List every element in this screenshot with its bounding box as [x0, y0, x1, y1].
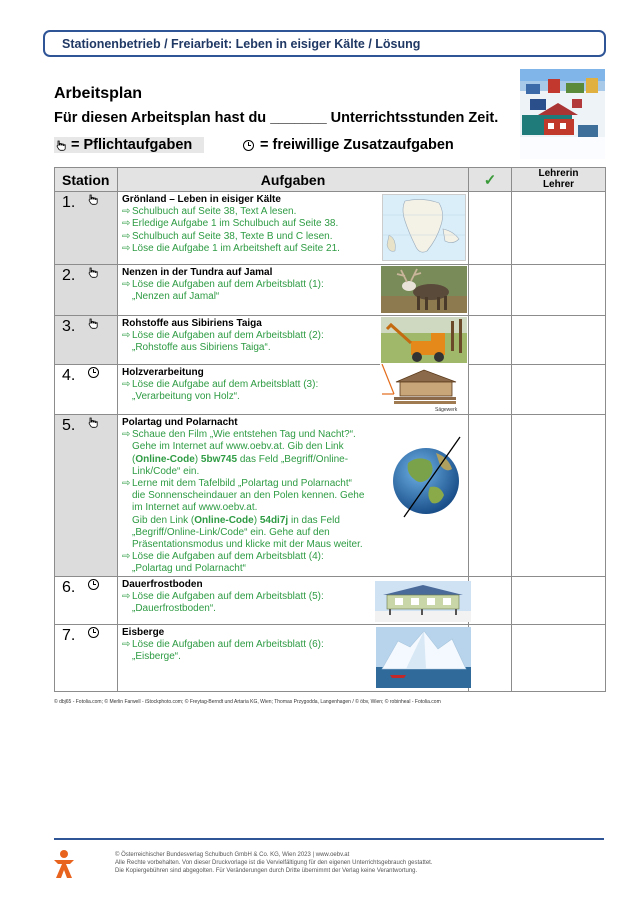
- footer-disclaimer: Die Kopiergebühren sind abgegolten. Für Veränderungen durch Dritte übernimmt der Verlag keine Verantwortung.: [115, 868, 418, 874]
- hand-icon: [88, 194, 99, 205]
- check-cell[interactable]: [469, 415, 512, 577]
- task-line: „Begriff/Online-Link/Code“ ein. Gehe auf den: [132, 526, 330, 538]
- page-title: Arbeitsplan: [54, 85, 143, 102]
- hand-icon: [88, 318, 99, 329]
- header-teacher: [512, 168, 606, 192]
- station-cell: [55, 316, 118, 365]
- table-row: [55, 192, 606, 265]
- station-number: 6.: [62, 578, 76, 596]
- checkmark-icon: ✓: [469, 168, 512, 192]
- task-title: Eisberge: [122, 626, 165, 638]
- task-line: „Polartag und Polarnacht“: [132, 563, 246, 575]
- publisher-logo-icon: [50, 848, 78, 880]
- station-cell: [55, 192, 118, 265]
- header-tasks: Aufgaben: [118, 168, 469, 192]
- forestry-machine-icon: [381, 317, 467, 363]
- task-line: ⇨ Erledige Aufgabe 1 im Schulbuch auf Seite 38.: [122, 218, 339, 230]
- task-line: „Eisberge“.: [132, 651, 181, 663]
- table-row: [55, 576, 606, 624]
- legend-optional-label: = freiwillige Zusatzaufgaben: [260, 137, 454, 153]
- task-line: ⇨ Löse die Aufgaben auf dem Arbeitsblatt (1):: [122, 279, 324, 291]
- globe-icon: [390, 433, 470, 519]
- task-cell: [118, 576, 469, 624]
- teacher-cell[interactable]: [512, 265, 606, 316]
- task-line: ⇨ Löse die Aufgaben auf dem Arbeitsblatt (4):: [122, 551, 324, 563]
- table-row: [55, 415, 606, 577]
- map-icon: [382, 194, 466, 261]
- reindeer-icon: [381, 266, 467, 313]
- work-plan-table: [54, 167, 606, 692]
- table-row: [55, 624, 606, 691]
- footer-rights: Alle Rechte vorbehalten. Von dieser Druckvorlage ist die Vervielfältigung für den eigenen Unterrichtsgebrauch gestattet.: [115, 860, 433, 866]
- task-line: Präsentationsmodus und klicke mit der Maus weiter.: [132, 539, 363, 551]
- iceberg-icon: [376, 627, 471, 688]
- task-title: Grönland – Leben in eisiger Kälte: [122, 194, 281, 205]
- task-title: Dauerfrostboden: [122, 578, 203, 590]
- legend-mandatory: [54, 137, 204, 153]
- check-cell[interactable]: [469, 624, 512, 691]
- check-cell[interactable]: [469, 192, 512, 265]
- station-number: 4.: [62, 367, 76, 384]
- table-row: [55, 316, 606, 365]
- task-line: ⇨ Löse die Aufgabe 1 im Arbeitsheft auf Seite 21.: [122, 242, 340, 254]
- task-cell: [118, 365, 469, 415]
- check-cell[interactable]: [469, 576, 512, 624]
- task-line: ⇨ Löse die Aufgaben auf dem Arbeitsblatt (2):: [122, 330, 324, 342]
- hand-icon: [56, 140, 67, 151]
- header-box: [43, 30, 606, 57]
- table-row: [55, 365, 606, 415]
- task-cell: [118, 192, 469, 265]
- task-line: ⇨ Löse die Aufgaben auf dem Arbeitsblatt (6):: [122, 638, 324, 650]
- station-cell: [55, 415, 118, 577]
- footer-divider: [54, 838, 604, 840]
- clock-icon: [88, 579, 99, 590]
- task-title: Rohstoffe aus Sibiriens Taiga: [122, 318, 262, 329]
- task-line: ⇨ Löse die Aufgabe auf dem Arbeitsblatt (3):: [122, 379, 319, 391]
- task-line: die Sonnenscheindauer an den Polen kennen. Gehe: [132, 490, 365, 502]
- page-subtitle: Für diesen Arbeitsplan hast du _______ Unterrichtsstunden Zeit.: [54, 110, 499, 126]
- image-credits: © dbj65 - Fotolia.com; © Merlin Farwell - iStockphoto.com; © Freytag-Berndt und Artaria KG, Wien; Thomas Przygodda, Langenhagen / © öbv, Wien; © robinheal - Fotolia.com: [54, 699, 441, 705]
- task-line: ⇨ Schaue den Film „Wie entstehen Tag und Nacht?“.: [122, 429, 356, 441]
- clock-icon: [88, 627, 99, 638]
- legend-mandatory-label: = Pflichtaufgaben: [71, 137, 193, 153]
- teacher-cell[interactable]: [512, 192, 606, 265]
- station-cell: [55, 365, 118, 415]
- station-number: 2.: [62, 267, 76, 284]
- station-cell: [55, 265, 118, 316]
- task-line: „Rohstoffe aus Sibiriens Taiga“.: [132, 342, 271, 354]
- task-title: Nenzen in der Tundra auf Jamal: [122, 267, 273, 278]
- header-title: Stationenbetrieb / Freiarbeit: Leben in eisiger Kälte / Lösung: [62, 37, 421, 51]
- task-cell: [118, 415, 469, 577]
- hand-icon: [88, 417, 99, 428]
- sawmill-icon: [380, 364, 468, 412]
- clock-icon: [88, 367, 99, 378]
- task-title: Holzverarbeitung: [122, 367, 204, 378]
- task-line: ⇨ Löse die Aufgaben auf dem Arbeitsblatt (5):: [122, 590, 324, 602]
- task-line: Link/Code“ ein.: [132, 465, 200, 477]
- task-cell: [118, 316, 469, 365]
- header-station: Station: [55, 168, 118, 192]
- clock-icon: [243, 140, 254, 151]
- task-line: im Internet auf www.oebv.at.: [132, 502, 258, 514]
- house-on-stilts-icon: [375, 581, 471, 622]
- task-line: ⇨ Schulbuch auf Seite 38, Texte B und C lesen.: [122, 230, 333, 242]
- task-line: „Verarbeitung von Holz“.: [132, 391, 240, 403]
- teacher-cell[interactable]: [512, 576, 606, 624]
- header-teacher-female: Lehrerin: [538, 168, 579, 179]
- footer-copyright: © Österreichischer Bundesverlag Schulbuch GmbH & Co. KG, Wien 2023 | www.oebv.at: [115, 852, 350, 858]
- station-number: 7.: [62, 626, 76, 644]
- station-cell: [55, 624, 118, 691]
- legend-optional: [243, 137, 454, 153]
- table-row: [55, 265, 606, 316]
- check-cell[interactable]: [469, 265, 512, 316]
- check-cell[interactable]: [469, 316, 512, 365]
- station-number: 5.: [62, 417, 76, 434]
- teacher-cell[interactable]: [512, 316, 606, 365]
- station-number: 1.: [62, 194, 76, 211]
- footer-text: [115, 851, 433, 875]
- task-line: „Nenzen auf Jamal“: [132, 291, 220, 303]
- check-cell[interactable]: [469, 365, 512, 415]
- task-title: Polartag und Polarnacht: [122, 417, 238, 428]
- task-line: Gib den Link (Online-Code) 54di7j in das Feld: [132, 514, 340, 526]
- teacher-cell[interactable]: [512, 415, 606, 577]
- task-line: ⇨ Schulbuch auf Seite 38, Text A lesen.: [122, 206, 297, 218]
- station-cell: [55, 576, 118, 624]
- task-cell: [118, 624, 469, 691]
- task-line: Gehe im Internet auf www.oebv.at. Gib den Link: [132, 441, 344, 453]
- task-line: ⇨ Lerne mit dem Tafelbild „Polartag und Polarnacht“: [122, 478, 352, 490]
- hand-icon: [88, 267, 99, 278]
- task-line: „Dauerfrostboden“.: [132, 603, 216, 615]
- teacher-cell[interactable]: [512, 624, 606, 691]
- task-line: (Online-Code) 5bw745 das Feld „Begriff/Online-: [132, 453, 349, 465]
- header-teacher-male: Lehrer: [542, 178, 575, 190]
- sawmill-label: Sägewerk: [435, 407, 458, 412]
- task-cell: [118, 265, 469, 316]
- greenland-village-photo: [520, 69, 605, 159]
- station-number: 3.: [62, 318, 76, 335]
- table-header-row: [55, 168, 606, 192]
- teacher-cell[interactable]: [512, 365, 606, 415]
